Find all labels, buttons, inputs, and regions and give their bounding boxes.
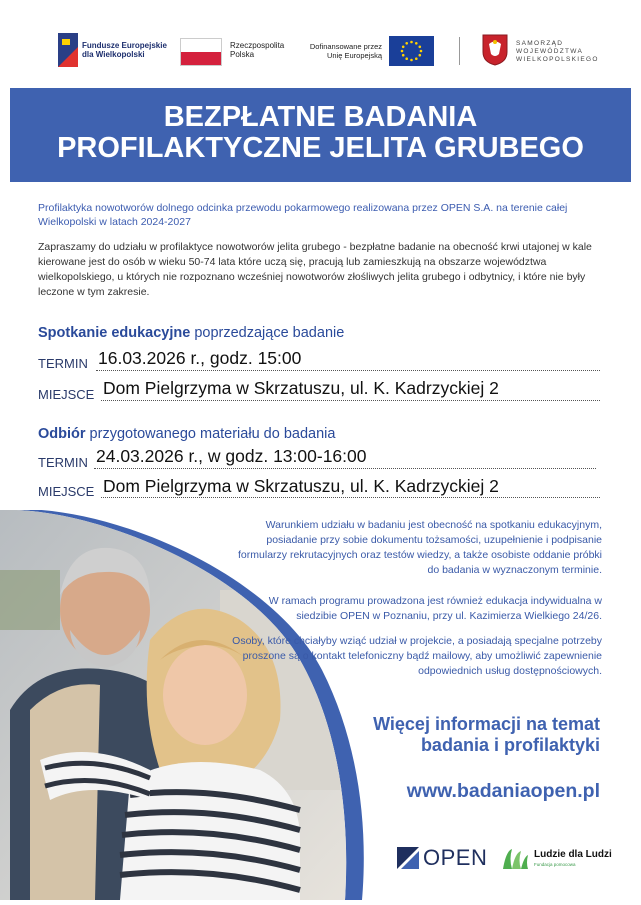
section-pickup-heading — [38, 426, 335, 442]
rzeczpospolita-polska-logo — [180, 36, 290, 66]
info-accessibility: Osoby, które chciałyby wziąć udział w projekcie, a posiadają specjalne potrzeby proszone są o kontakt telefoniczny bądź mailowy, aby umożliwić zapewnienie odpowiednich usług dostępnościowych. — [232, 635, 602, 677]
edu-termin-value: 16.03.2026 r., godz. 15:00 — [98, 348, 302, 368]
info-individual-education: W ramach programu prowadzona jest również edukacja indywidualna w siedzibie OPEN w Poznaniu, przy ul. Kazimierza Wielkiego 24/26. — [268, 595, 602, 622]
eu-logo-text: Dofinansowane przez Unię Europejską — [309, 42, 382, 60]
website-link[interactable]: www.badaniaopen.pl — [406, 780, 600, 802]
more-info-heading: Więcej informacji na temat badania i profilaktyki — [373, 714, 600, 755]
open-logo-text: OPEN — [423, 845, 488, 870]
fe-logo-text: Fundusze Europejskie dla Wielkopolski — [82, 41, 167, 59]
eu-flag-icon — [389, 36, 434, 66]
ludzie-dla-ludzi-logo — [500, 845, 610, 873]
section-edu-heading — [38, 325, 344, 341]
edu-termin-line — [96, 370, 600, 371]
fundusze-europejskie-logo — [58, 33, 168, 67]
samorzad-wielkopolski-logo — [482, 34, 602, 68]
pickup-miejsce-label: MIEJSCE — [38, 484, 95, 499]
pl-logo-text: Rzeczpospolita Polska — [230, 41, 285, 59]
pickup-miejsce-value: Dom Pielgrzyma w Skrzatuszu, ul. K. Kadrzyckiej 2 — [103, 476, 499, 496]
open-mark-icon — [397, 847, 419, 869]
polish-flag-icon — [180, 38, 222, 66]
edu-termin-label: TERMIN — [38, 356, 88, 371]
logo-separator — [459, 37, 460, 65]
program-subtitle: Profilaktyka nowotworów dolnego odcinka przewodu pokarmowego realizowana przez OPEN S.A. na terenie całej Wielkopolski w latach 2024-2027 — [38, 202, 568, 228]
ldl-logo-subtext: Fundacja pomocowa — [534, 862, 576, 867]
pickup-termin-line — [94, 468, 596, 469]
edu-miejsce-label: MIEJSCE — [38, 387, 95, 402]
open-logo — [397, 845, 497, 871]
section-edu-heading-rest: poprzedzające badanie — [190, 325, 345, 341]
pickup-miejsce-line — [101, 497, 600, 498]
coat-of-arms-icon — [482, 34, 508, 66]
ldl-mark-icon — [500, 845, 530, 871]
section-pickup-heading-rest: przygotowanego materiału do badania — [85, 426, 336, 442]
fe-mark-icon — [58, 33, 78, 67]
pickup-termin-value: 24.03.2026 r., w godz. 13:00-16:00 — [96, 446, 367, 466]
edu-miejsce-line — [101, 400, 600, 401]
intro-paragraph: Zapraszamy do udziału w profilaktyce nowotworów jelita grubego - bezpłatne badanie na obecność krwi utajonej w kale kierowane jest do osób w wieku 50-74 lata które uczą się, pracują lub zamieszkują na obszarze województwa wielkopolskiego, u których nie rozpoznano wcześniej nowotworów złośliwych jelita grubego i odbytnicy, i które nie były leczone w tym zakresie. — [38, 241, 592, 298]
section-pickup-heading-bold: Odbiór — [38, 426, 86, 442]
wlkp-logo-text: SAMORZĄD WOJEWÓDZTWA WIELKOPOLSKIEGO — [516, 40, 599, 63]
edu-miejsce-value: Dom Pielgrzyma w Skrzatuszu, ul. K. Kadrzyckiej 2 — [103, 378, 499, 398]
info-requirements: Warunkiem udziału w badaniu jest obecność na spotkaniu edukacyjnym, posiadanie przy sobie dokumentu tożsamości, uzupełnienie i podpisanie formularzy rekrutacyjnych oraz testów wiedzy, a także osobiste oddanie próbki do badania w wyznaczonym terminie. — [238, 519, 602, 576]
eu-funding-logo — [304, 36, 434, 66]
page-title: BEZPŁATNE BADANIA PROFILAKTYCZNE JELITA GRUBEGO — [57, 101, 584, 164]
ldl-logo-text: Ludzie dla Ludzi — [534, 849, 612, 860]
section-edu-heading-bold: Spotkanie edukacyjne — [38, 325, 191, 341]
pickup-termin-label: TERMIN — [38, 455, 88, 470]
